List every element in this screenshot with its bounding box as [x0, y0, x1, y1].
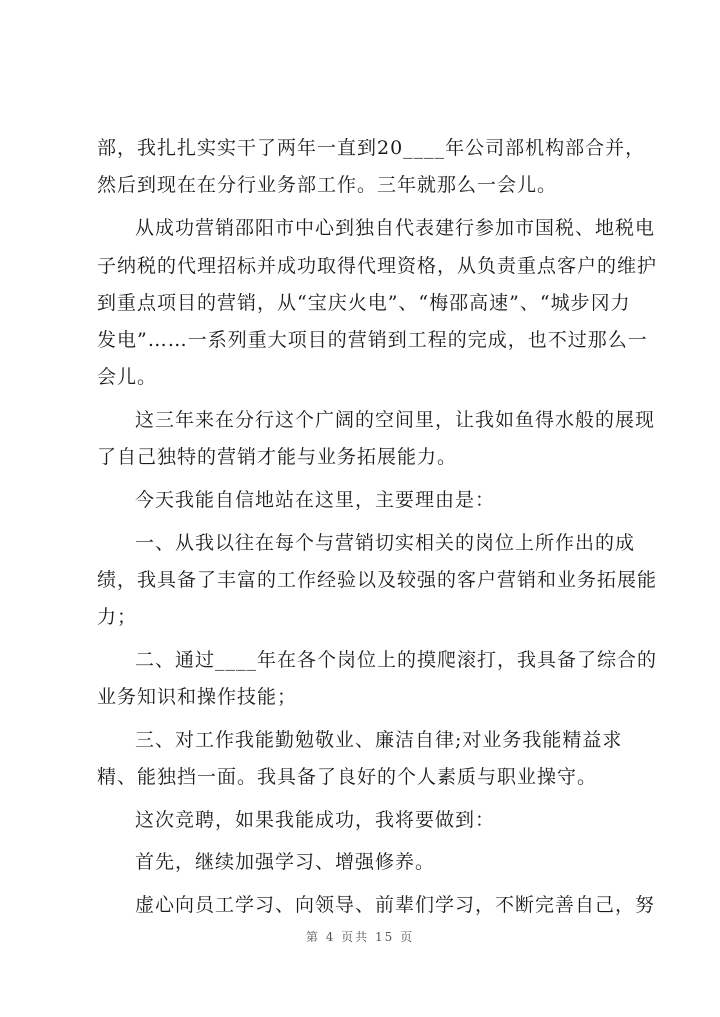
text-line-20: 虚心向员工学习、向领导、前辈们学习，不断完善自己，努: [135, 894, 656, 916]
text-line-6: 发电”……一系列重大项目的营销到工程的完成，也不过那么一: [97, 329, 648, 351]
text-line-15: 业务知识和操作技能；: [97, 686, 298, 708]
text-line-1: 部，我扎扎实实干了两年一直到20____年公司部机构部合并，: [97, 137, 646, 159]
text-line-18: 这次竞聘，如果我能成功，我将要做到：: [135, 809, 496, 831]
text-line-11: 一、从我以往在每个与营销切实相关的岗位上所作出的成: [135, 532, 636, 554]
text-line-4: 子纳税的代理招标并成功取得代理资格，从负责重点客户的维护: [97, 255, 658, 277]
text-line-10: 今天我能自信地站在这里，主要理由是：: [135, 489, 496, 511]
text-line-8: 这三年来在分行这个广阔的空间里，让我如鱼得水般的展现: [135, 409, 656, 431]
text-line-9: 了自己独特的营销才能与业务拓展能力。: [97, 446, 458, 468]
text-line-3: 从成功营销邵阳市中心到独自代表建行参加市国税、地税电: [135, 217, 656, 239]
text-line-19: 首先，继续加强学习、增强修养。: [135, 851, 436, 873]
text-line-7: 会儿。: [97, 366, 158, 388]
text-line-16: 三、对工作我能勤勉敬业、廉洁自律;对业务我能精益求: [135, 729, 623, 751]
page-number-footer: 第 4 页共 15 页: [305, 930, 415, 944]
text-line-17: 精、能独挡一面。我具备了良好的个人素质与职业操守。: [97, 766, 598, 788]
text-line-13: 力；: [97, 606, 138, 628]
text-line-14: 二、通过____年在各个岗位上的摸爬滚打，我具备了综合的: [135, 649, 658, 671]
text-line-5: 到重点项目的营销，从“宝庆火电”、“梅邵高速”、“城步冈力: [97, 292, 631, 314]
text-line-2: 然后到现在在分行业务部工作。三年就那么一会儿。: [97, 174, 558, 196]
text-line-12: 绩，我具备了丰富的工作经验以及较强的客户营销和业务拓展能: [97, 569, 658, 591]
